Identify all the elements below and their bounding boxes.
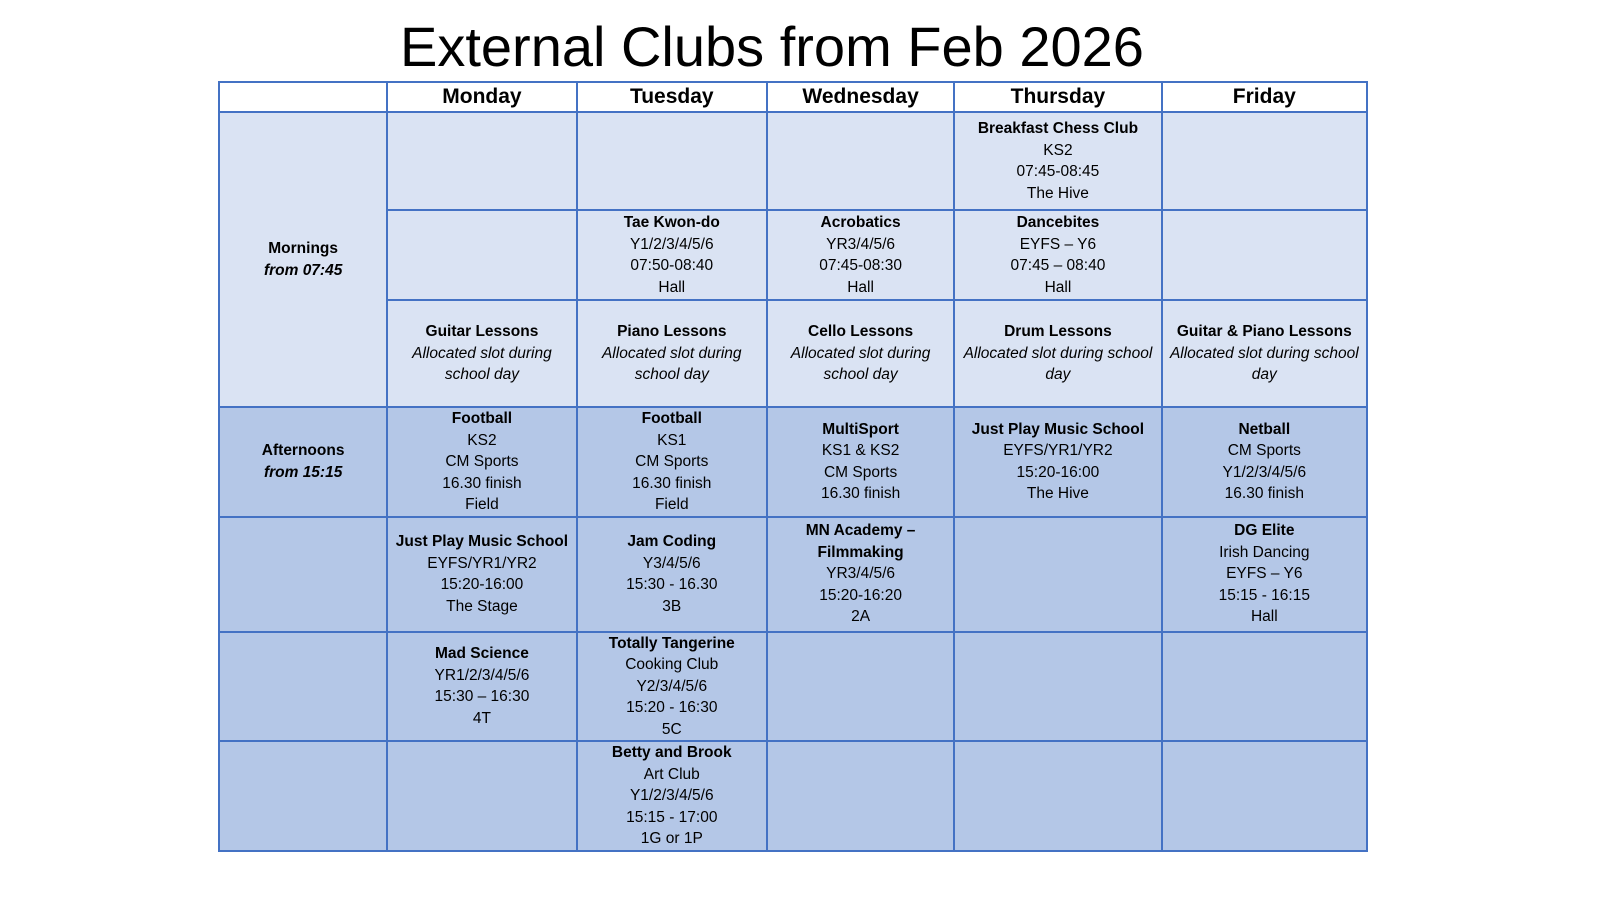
club-name: Betty and Brook bbox=[611, 744, 732, 761]
club-detail: Field bbox=[654, 496, 689, 513]
club-name: Breakfast Chess Club bbox=[977, 120, 1139, 137]
empty-cell bbox=[219, 632, 387, 742]
club-name: Guitar Lessons bbox=[425, 323, 539, 341]
club-cell bbox=[577, 741, 767, 851]
club-cell bbox=[954, 112, 1161, 210]
club-detail: Irish Dancing bbox=[1219, 543, 1310, 561]
club-detail: 15:30 - 16.30 bbox=[626, 576, 718, 593]
club-detail: Y1/2/3/4/5/6 bbox=[629, 787, 714, 804]
club-name: Jam Coding bbox=[627, 533, 717, 550]
club-name: Just Play Music School bbox=[395, 533, 569, 550]
empty-cell bbox=[767, 112, 954, 210]
empty-cell bbox=[954, 517, 1161, 632]
empty-cell bbox=[767, 632, 954, 742]
page-title: External Clubs from Feb 2026 bbox=[400, 15, 1144, 78]
empty-cell bbox=[577, 112, 767, 210]
club-name: Cello Lessons bbox=[808, 323, 914, 341]
club-detail: CM Sports bbox=[1227, 442, 1301, 460]
mornings-label-cell bbox=[219, 112, 387, 407]
club-name: Just Play Music School bbox=[971, 420, 1145, 438]
club-name: Mad Science bbox=[434, 645, 529, 663]
club-detail: The Hive bbox=[1026, 485, 1089, 503]
empty-cell bbox=[767, 741, 954, 851]
club-detail: 15:20-16:00 bbox=[1016, 463, 1100, 481]
club-detail: 16.30 finish bbox=[820, 485, 901, 503]
club-cell bbox=[767, 517, 954, 632]
club-cell bbox=[767, 300, 954, 407]
empty-cell bbox=[954, 741, 1161, 851]
empty-cell bbox=[219, 517, 387, 632]
club-detail: 15:20 - 16:30 bbox=[626, 699, 718, 716]
club-name: Dancebites bbox=[1016, 214, 1100, 231]
club-detail: 3B bbox=[662, 597, 682, 615]
club-note: Allocated slot during school day bbox=[412, 344, 552, 384]
club-detail: Y2/3/4/5/6 bbox=[636, 677, 708, 695]
club-detail: CM Sports bbox=[445, 453, 519, 470]
club-detail: Y3/4/5/6 bbox=[642, 554, 701, 572]
club-name: Football bbox=[451, 410, 513, 427]
day-header-tuesday: Tuesday bbox=[577, 82, 767, 112]
club-detail: The Stage bbox=[446, 597, 518, 615]
table-row bbox=[219, 632, 1367, 742]
club-name: MN Academy – bbox=[805, 522, 916, 540]
corner-cell bbox=[219, 82, 387, 112]
club-cell bbox=[954, 210, 1161, 300]
club-detail: Cooking Club bbox=[625, 656, 719, 673]
empty-cell bbox=[387, 210, 576, 300]
table-row bbox=[219, 517, 1367, 632]
club-detail: 15:30 – 16:30 bbox=[434, 688, 530, 706]
club-name: Football bbox=[641, 410, 702, 427]
club-detail: YR1/2/3/4/5/6 bbox=[434, 666, 530, 684]
club-name: Netball bbox=[1238, 420, 1291, 438]
club-detail: 07:45-08:45 bbox=[1016, 163, 1100, 180]
table-row bbox=[219, 210, 1367, 300]
club-detail: Y1/2/3/4/5/6 bbox=[629, 235, 714, 253]
club-detail: Hall bbox=[658, 278, 686, 296]
club-name: Acrobatics bbox=[820, 214, 901, 231]
club-cell bbox=[387, 632, 576, 742]
club-detail: 16.30 finish bbox=[442, 474, 522, 492]
empty-cell bbox=[219, 741, 387, 851]
club-detail: CM Sports bbox=[823, 463, 898, 481]
club-cell bbox=[577, 407, 767, 517]
club-detail: Hall bbox=[1044, 278, 1072, 296]
club-detail: 15:15 - 17:00 bbox=[626, 808, 718, 826]
club-name: Totally Tangerine bbox=[608, 634, 735, 652]
club-cell bbox=[577, 632, 767, 742]
day-header-monday: Monday bbox=[387, 82, 576, 112]
club-name: Guitar & Piano Lessons bbox=[1176, 323, 1352, 341]
club-detail: 4T bbox=[472, 709, 491, 727]
mornings-label: Mornings bbox=[268, 240, 339, 257]
club-detail: 15:15 - 16:15 bbox=[1218, 586, 1310, 604]
club-cell bbox=[767, 407, 954, 517]
empty-cell bbox=[387, 741, 576, 851]
table-row bbox=[219, 741, 1367, 851]
club-cell bbox=[767, 210, 954, 300]
empty-cell bbox=[954, 632, 1161, 742]
empty-cell bbox=[1162, 112, 1367, 210]
empty-cell bbox=[387, 112, 576, 210]
club-detail: 16.30 finish bbox=[632, 474, 712, 492]
club-detail: The Hive bbox=[1026, 184, 1089, 202]
club-detail: 15:20-16:00 bbox=[440, 576, 524, 593]
empty-cell bbox=[1162, 632, 1367, 742]
club-name: Filmmaking bbox=[817, 543, 904, 561]
club-detail: 15:20-16:20 bbox=[819, 586, 902, 604]
table-row bbox=[219, 112, 1367, 210]
day-header-thursday: Thursday bbox=[954, 82, 1161, 112]
club-detail: 07:45 – 08:40 bbox=[1010, 257, 1106, 274]
club-detail: KS1 bbox=[657, 431, 687, 449]
club-detail: Y1/2/3/4/5/6 bbox=[1222, 463, 1307, 481]
mornings-sub: from 07:45 bbox=[263, 261, 343, 279]
club-name: MultiSport bbox=[822, 420, 899, 438]
afternoons-label-cell bbox=[219, 407, 387, 517]
club-detail: Hall bbox=[1250, 608, 1278, 626]
club-detail: YR3/4/5/6 bbox=[826, 235, 896, 253]
club-note: Allocated slot during school day bbox=[790, 344, 931, 384]
club-cell bbox=[387, 300, 576, 407]
club-detail: 07:50-08:40 bbox=[630, 257, 714, 274]
club-cell bbox=[1162, 517, 1367, 632]
club-detail: 07:45-08:30 bbox=[819, 257, 902, 274]
club-name: Drum Lessons bbox=[1004, 323, 1112, 341]
empty-cell bbox=[1162, 741, 1367, 851]
table-row bbox=[219, 300, 1367, 407]
club-detail: EYFS – Y6 bbox=[1226, 565, 1303, 583]
club-detail: 2A bbox=[851, 608, 871, 626]
club-detail: EYFS – Y6 bbox=[1019, 235, 1097, 253]
day-header-wednesday: Wednesday bbox=[767, 82, 954, 112]
club-detail: 1G or 1P bbox=[640, 830, 703, 847]
club-detail: 16.30 finish bbox=[1224, 485, 1304, 503]
day-header-friday: Friday bbox=[1162, 82, 1367, 112]
club-detail: KS2 bbox=[467, 431, 497, 449]
club-name: Piano Lessons bbox=[617, 323, 727, 341]
club-detail: CM Sports bbox=[635, 453, 709, 470]
club-detail: KS1 & KS2 bbox=[821, 442, 900, 460]
table-row bbox=[219, 407, 1367, 517]
club-detail: Art Club bbox=[643, 765, 700, 783]
afternoons-sub: from 15:15 bbox=[263, 463, 343, 481]
empty-cell bbox=[1162, 210, 1367, 300]
club-cell bbox=[387, 517, 576, 632]
club-detail: YR3/4/5/6 bbox=[826, 565, 896, 583]
club-name: Tae Kwon-do bbox=[623, 214, 720, 231]
club-detail: KS2 bbox=[1043, 141, 1073, 159]
club-detail: EYFS/YR1/YR2 bbox=[427, 554, 537, 572]
club-cell bbox=[954, 407, 1161, 517]
club-note: Allocated slot during school day bbox=[601, 344, 742, 384]
club-name: DG Elite bbox=[1234, 522, 1295, 540]
afternoons-label: Afternoons bbox=[261, 442, 345, 460]
club-detail: Field bbox=[465, 496, 499, 513]
club-cell bbox=[1162, 407, 1367, 517]
club-cell bbox=[577, 300, 767, 407]
club-detail: 5C bbox=[661, 720, 682, 738]
club-cell bbox=[387, 407, 576, 517]
club-note: Allocated slot during school day bbox=[963, 344, 1153, 384]
club-detail: EYFS/YR1/YR2 bbox=[1003, 442, 1113, 460]
club-cell bbox=[577, 210, 767, 300]
club-cell bbox=[577, 517, 767, 632]
club-cell bbox=[1162, 300, 1367, 407]
club-cell bbox=[954, 300, 1161, 407]
clubs-timetable bbox=[218, 81, 1368, 852]
club-note: Allocated slot during school day bbox=[1169, 344, 1359, 384]
club-detail: Hall bbox=[847, 278, 874, 296]
header-row bbox=[219, 82, 1367, 112]
